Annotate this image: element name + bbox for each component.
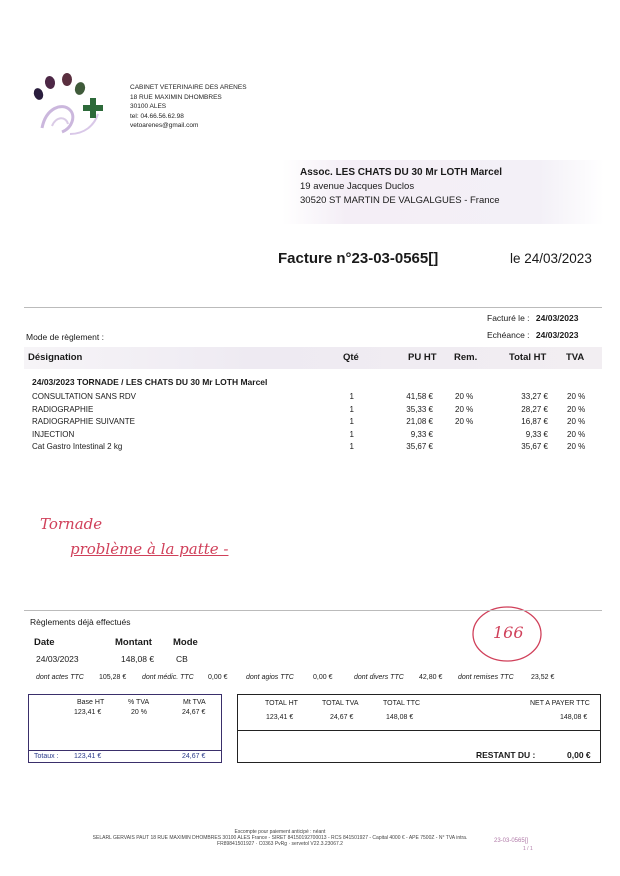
invoice-date: le 24/03/2023 bbox=[510, 251, 592, 266]
col-pu-ht: PU HT bbox=[408, 352, 437, 363]
cell-designation: RADIOGRAPHIE SUIVANTE bbox=[32, 417, 135, 426]
vat-totals-base: 123,41 € bbox=[74, 753, 102, 760]
footer-ref: 23-03-0565[] bbox=[494, 838, 529, 844]
footer-discount: Escompte pour paiement anticipé : néant bbox=[234, 829, 326, 835]
vat-rate-value: 20 % bbox=[131, 709, 147, 716]
footer-legal-2: FR89841501927 · C0363 PvRg · servetol V22.3.23067.2 bbox=[217, 841, 343, 847]
clinic-name: CABINET VETERINAIRE DES ARENES bbox=[130, 84, 247, 91]
clinic-email: vetoarenes@gmail.com bbox=[130, 122, 199, 129]
handwritten-note-line2: problème à la patte - bbox=[70, 540, 229, 558]
total-ttc-value: 148,08 € bbox=[386, 714, 414, 721]
circled-number: 166 bbox=[493, 623, 524, 642]
payment-date: 24/03/2023 bbox=[36, 654, 79, 664]
medical-cross-icon bbox=[83, 98, 103, 118]
remises-value: 23,52 € bbox=[531, 674, 555, 681]
cell-designation: Cat Gastro Intestinal 2 kg bbox=[32, 442, 123, 451]
due-value: 24/03/2023 bbox=[535, 330, 579, 340]
payment-amount: 148,08 € bbox=[121, 654, 155, 664]
cell-tva: 20 % bbox=[567, 392, 586, 401]
total-ht-label: TOTAL HT bbox=[265, 700, 298, 707]
client-address-block bbox=[282, 160, 604, 224]
cell-pu-ht: 41,58 € bbox=[406, 392, 433, 401]
actes-label: dont actes TTC bbox=[36, 674, 84, 681]
clinic-city: 30100 ALES bbox=[130, 103, 167, 110]
divider bbox=[24, 610, 602, 611]
cell-qty: 1 bbox=[349, 392, 354, 401]
agios-label: dont agios TTC bbox=[246, 674, 294, 681]
cell-total-ht: 16,87 € bbox=[521, 417, 548, 426]
agios-value: 0,00 € bbox=[313, 674, 333, 681]
vat-base-label: Base HT bbox=[77, 699, 105, 706]
vat-rate-label: % TVA bbox=[128, 699, 150, 706]
remises-label: dont remises TTC bbox=[458, 674, 514, 681]
cell-total-ht: 35,67 € bbox=[521, 442, 548, 451]
group-title: 24/03/2023 TORNADE / LES CHATS DU 30 Mr LOTH Marcel bbox=[32, 377, 268, 387]
cell-tva: 20 % bbox=[567, 442, 586, 451]
footer bbox=[80, 829, 480, 847]
col-total-ht: Total HT bbox=[509, 352, 547, 363]
cell-total-ht: 9,33 € bbox=[525, 429, 548, 439]
client-city: 30520 ST MARTIN DE VALGALGUES - France bbox=[300, 195, 500, 206]
cell-qty: 1 bbox=[349, 417, 354, 426]
net-to-pay-label: NET A PAYER TTC bbox=[530, 700, 590, 707]
cell-total-ht: 28,27 € bbox=[521, 404, 548, 414]
cell-rem: 20 % bbox=[455, 392, 474, 401]
cell-designation: INJECTION bbox=[32, 429, 75, 439]
medic-label: dont médic. TTC bbox=[142, 674, 194, 681]
payments-title: Règlements déjà effectués bbox=[30, 617, 131, 627]
col-designation: Désignation bbox=[28, 352, 83, 363]
cell-rem: 20 % bbox=[455, 404, 474, 414]
cell-pu-ht: 9,33 € bbox=[410, 429, 433, 439]
clinic-phone: tel: 04.66.56.62.98 bbox=[130, 112, 184, 120]
vat-totals-tva: 24,67 € bbox=[182, 753, 206, 760]
clinic-logo bbox=[28, 70, 108, 140]
medic-value: 0,00 € bbox=[208, 674, 228, 681]
payments-col-amount: Montant bbox=[115, 637, 152, 648]
cell-tva: 20 % bbox=[567, 404, 586, 414]
footer-page: 1 / 1 bbox=[523, 846, 533, 852]
cell-qty: 1 bbox=[349, 404, 354, 414]
table-row bbox=[0, 417, 620, 429]
line-items bbox=[0, 392, 620, 456]
paw-pad-icon bbox=[62, 73, 72, 86]
cell-designation: CONSULTATION SANS RDV bbox=[32, 392, 137, 401]
payments-col-mode: Mode bbox=[173, 637, 198, 648]
cell-rem: 20 % bbox=[455, 417, 474, 426]
client-name: Assoc. LES CHATS DU 30 Mr LOTH Marcel bbox=[300, 167, 503, 178]
billed-label: Facturé le : bbox=[487, 313, 530, 323]
vat-base-value: 123,41 € bbox=[74, 709, 102, 716]
table-row bbox=[0, 392, 620, 404]
total-ht-value: 123,41 € bbox=[266, 714, 294, 721]
due-label: Echéance : bbox=[487, 330, 530, 340]
divers-value: 42,80 € bbox=[419, 674, 443, 681]
table-row bbox=[0, 405, 620, 417]
remaining-due-value: 0,00 € bbox=[567, 750, 591, 760]
net-to-pay-value: 148,08 € bbox=[560, 714, 588, 721]
payments-col-date: Date bbox=[34, 637, 55, 648]
payment-mode-label: Mode de règlement : bbox=[26, 332, 104, 342]
vat-totals-label: Totaux : bbox=[34, 753, 59, 760]
cell-pu-ht: 35,33 € bbox=[406, 404, 433, 414]
divider bbox=[24, 307, 602, 308]
billed-date-row bbox=[487, 313, 578, 323]
invoice-number: Facture n°23-03-0565[] bbox=[278, 250, 439, 267]
footer-legal: SELARL GERVAIS PAUT 18 RUE MAXIMIN DHOMBRES 30100 ALES France - SIRET 84150192700013 - RCS 841501927 - Capital 4000 € - APE 7500Z - N° TVA intra. bbox=[92, 835, 468, 841]
cell-qty: 1 bbox=[349, 442, 354, 451]
clinic-info bbox=[130, 83, 247, 131]
cell-tva: 20 % bbox=[567, 429, 586, 439]
col-tva: TVA bbox=[566, 352, 585, 363]
col-rem: Rem. bbox=[454, 352, 478, 363]
cell-total-ht: 33,27 € bbox=[521, 392, 548, 401]
vat-totals-rule bbox=[29, 750, 221, 751]
cell-qty: 1 bbox=[349, 429, 354, 439]
table-row bbox=[0, 442, 620, 454]
cell-pu-ht: 35,67 € bbox=[406, 442, 433, 451]
billed-value: 24/03/2023 bbox=[535, 313, 579, 323]
divers-label: dont divers TTC bbox=[354, 674, 404, 681]
vat-amount-label: Mt TVA bbox=[183, 699, 206, 706]
vat-amount-value: 24,67 € bbox=[182, 709, 206, 716]
actes-value: 105,28 € bbox=[99, 674, 127, 681]
total-ttc-label: TOTAL TTC bbox=[383, 700, 421, 707]
remaining-due-label: RESTANT DU : bbox=[476, 750, 536, 760]
clinic-address: 18 RUE MAXIMIN DHOMBRES bbox=[130, 93, 222, 101]
cell-pu-ht: 21,08 € bbox=[406, 417, 433, 426]
handwritten-note-line1: Tornade bbox=[40, 515, 103, 533]
due-date-row bbox=[487, 330, 578, 340]
totals-rule bbox=[238, 730, 600, 731]
payment-mode: CB bbox=[176, 654, 188, 664]
col-qty: Qté bbox=[343, 352, 359, 363]
cell-tva: 20 % bbox=[567, 417, 586, 426]
payment-breakdown bbox=[36, 674, 606, 684]
table-row bbox=[0, 430, 620, 442]
client-street: 19 avenue Jacques Duclos bbox=[300, 181, 415, 192]
total-tva-value: 24,67 € bbox=[330, 714, 354, 721]
total-tva-label: TOTAL TVA bbox=[322, 700, 359, 707]
cell-designation: RADIOGRAPHIE bbox=[32, 404, 94, 414]
